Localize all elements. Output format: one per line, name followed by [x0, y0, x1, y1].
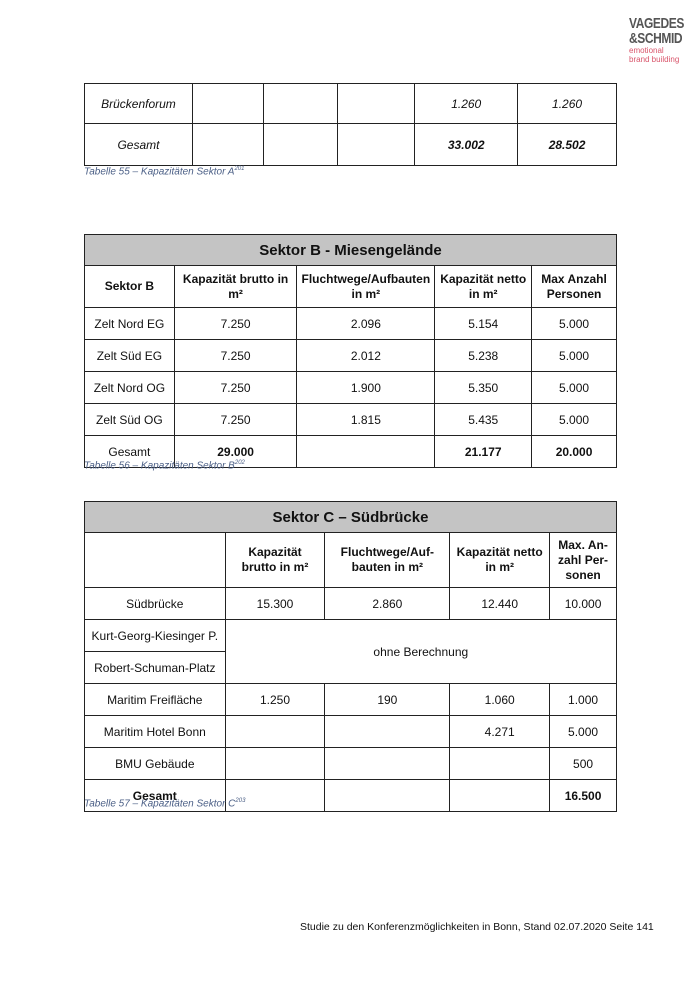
table-row: [85, 340, 617, 372]
cell: 5.000: [532, 308, 617, 340]
cell: 16.500: [550, 780, 617, 812]
cell: 7.250: [174, 340, 297, 372]
cell: Südbrücke: [85, 588, 226, 620]
cell: Kurt-Georg-Kiesinger P.: [85, 620, 226, 652]
cell: 20.000: [532, 436, 617, 468]
table-sektor-c: [84, 501, 617, 812]
table-row: [85, 404, 617, 436]
cell: 5.000: [532, 340, 617, 372]
cell: 2.012: [297, 340, 435, 372]
cell: Brückenforum: [85, 84, 193, 124]
cell: [325, 716, 450, 748]
column-header: [85, 533, 226, 588]
cell: [192, 84, 263, 124]
footnote-ref: 202: [234, 460, 245, 466]
cell: 33.002: [415, 124, 518, 166]
cell: 21.177: [435, 436, 532, 468]
cell: 1.815: [297, 404, 435, 436]
column-header: Max Anzahl Personen: [532, 266, 617, 308]
table-row: [85, 748, 617, 780]
cell: 2.860: [325, 588, 450, 620]
cell: 7.250: [174, 372, 297, 404]
cell: 5.238: [435, 340, 532, 372]
column-header: Kapazität netto in m²: [450, 533, 550, 588]
cell: [337, 124, 415, 166]
cell: [450, 748, 550, 780]
cell: 5.350: [435, 372, 532, 404]
cell: Gesamt: [85, 780, 226, 812]
cell: [325, 780, 450, 812]
column-header: Sektor B: [85, 266, 175, 308]
cell: 5.154: [435, 308, 532, 340]
table-row: [85, 124, 617, 166]
cell: 2.096: [297, 308, 435, 340]
table-row: [85, 588, 617, 620]
page-footer: Studie zu den Konferenzmöglichkeiten in Bonn, Stand 02.07.2020 Seite 141: [300, 921, 654, 933]
merged-cell: ohne Berechnung: [225, 620, 616, 684]
column-header: Fluchtwege/Aufbauten in m²: [325, 533, 450, 588]
table-sektor-a: [84, 83, 617, 166]
vagedes-schmid-logo: [629, 16, 691, 64]
cell: [263, 124, 337, 166]
table-row: [85, 308, 617, 340]
cell: 5.000: [550, 716, 617, 748]
table-row: [85, 684, 617, 716]
cell: Zelt Nord OG: [85, 372, 175, 404]
cell: 500: [550, 748, 617, 780]
column-header: Kapazität netto in m²: [435, 266, 532, 308]
cell: BMU Gebäude: [85, 748, 226, 780]
cell: 1.260: [518, 84, 617, 124]
cell: Maritim Freifläche: [85, 684, 226, 716]
logo-tagline-2: brand building: [629, 55, 680, 64]
caption-table-56: [84, 460, 245, 471]
logo-tagline-1: emotional: [629, 46, 664, 55]
caption-table-57: [84, 798, 245, 809]
caption-text: Tabelle 56 – Kapazitäten Sektor B: [84, 460, 235, 472]
cell: 28.502: [518, 124, 617, 166]
cell: 4.271: [450, 716, 550, 748]
cell: 1.260: [415, 84, 518, 124]
logo-line-1: VAGEDES: [629, 15, 684, 32]
cell: 5.435: [435, 404, 532, 436]
cell: [225, 716, 325, 748]
table-row: [85, 372, 617, 404]
cell: Gesamt: [85, 436, 175, 468]
cell: 190: [325, 684, 450, 716]
cell: Gesamt: [85, 124, 193, 166]
table-sektor-b: [84, 234, 617, 468]
cell: Robert-Schuman-Platz: [85, 652, 226, 684]
cell: 7.250: [174, 404, 297, 436]
cell: [192, 124, 263, 166]
table-title: Sektor B - Miesengelände: [85, 235, 617, 266]
table-row: [85, 84, 617, 124]
cell: [337, 84, 415, 124]
cell: 29.000: [174, 436, 297, 468]
cell: 1.000: [550, 684, 617, 716]
logo-line-2: &SCHMID: [629, 30, 683, 47]
cell: [450, 780, 550, 812]
cell: 1.060: [450, 684, 550, 716]
cell: Zelt Nord EG: [85, 308, 175, 340]
cell: 1.900: [297, 372, 435, 404]
cell: Zelt Süd OG: [85, 404, 175, 436]
cell: 15.300: [225, 588, 325, 620]
footnote-ref: 201: [234, 166, 245, 172]
cell: 5.000: [532, 404, 617, 436]
footnote-ref: 203: [235, 798, 246, 804]
cell: 12.440: [450, 588, 550, 620]
cell: [297, 436, 435, 468]
table-row: [85, 716, 617, 748]
cell: [225, 748, 325, 780]
table-title: Sektor C – Südbrücke: [85, 502, 617, 533]
column-header: Kapazität brutto in m²: [174, 266, 297, 308]
caption-table-55: [84, 166, 245, 177]
cell: Zelt Süd EG: [85, 340, 175, 372]
cell: 10.000: [550, 588, 617, 620]
caption-text: Tabelle 57 – Kapazitäten Sektor C: [84, 798, 236, 810]
column-header: Fluchtwege/Aufbauten in m²: [297, 266, 435, 308]
cell: [263, 84, 337, 124]
table-row: [85, 620, 617, 652]
caption-text: Tabelle 55 – Kapazitäten Sektor A: [84, 166, 235, 178]
column-header: Kapazität brutto in m²: [225, 533, 325, 588]
cell: 1.250: [225, 684, 325, 716]
cell: Maritim Hotel Bonn: [85, 716, 226, 748]
cell: 7.250: [174, 308, 297, 340]
cell: 5.000: [532, 372, 617, 404]
column-header: Max. Anzahl Personen: [550, 533, 617, 588]
cell: [325, 748, 450, 780]
